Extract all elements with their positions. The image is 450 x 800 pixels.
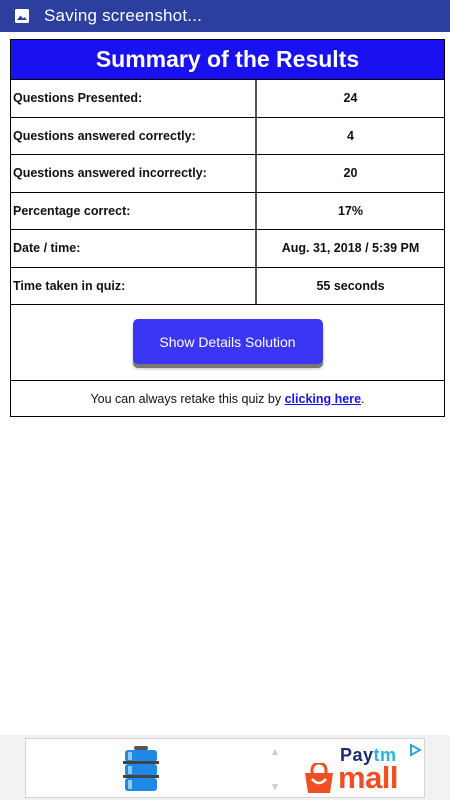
adchoices-icon[interactable]	[408, 743, 422, 757]
retake-prefix: You can always retake this quiz by	[90, 391, 282, 406]
retake-message	[11, 381, 444, 416]
button-row	[11, 305, 444, 381]
retake-suffix: .	[361, 391, 365, 406]
row-value: 55 seconds	[316, 278, 385, 293]
shopping-bag-icon	[302, 763, 336, 795]
show-details-solution-button[interactable]: Show Details Solution	[133, 319, 323, 364]
image-icon	[14, 8, 30, 24]
ad-container[interactable]	[25, 738, 425, 798]
result-row	[11, 155, 444, 193]
row-label: Percentage correct:	[11, 193, 257, 230]
row-value: Aug. 31, 2018 / 5:39 PM	[281, 241, 420, 256]
status-text: Saving screenshot...	[44, 6, 203, 25]
result-row	[11, 230, 444, 268]
ad-arrows	[270, 747, 280, 793]
result-row	[11, 118, 444, 156]
results-table	[10, 39, 445, 417]
result-row	[11, 268, 444, 306]
row-label: Questions answered correctly:	[11, 118, 257, 155]
arrow-up-icon: ▲	[270, 747, 280, 758]
arrow-down-icon: ▼	[270, 782, 280, 793]
row-value: 20	[343, 166, 358, 181]
row-label: Time taken in quiz:	[11, 268, 257, 305]
status-bar	[0, 0, 450, 32]
paytm-brand: Paytm	[340, 745, 397, 765]
paytm-mall-logo[interactable]	[302, 743, 424, 795]
stacked-container-icon[interactable]	[122, 745, 160, 795]
row-label: Questions answered incorrectly:	[11, 155, 257, 192]
result-row	[11, 80, 444, 118]
row-value: 4	[347, 128, 354, 143]
row-label: Date / time:	[11, 230, 257, 267]
row-value: 24	[343, 91, 358, 106]
mall-brand: mall	[338, 760, 399, 795]
row-value: 17%	[337, 203, 364, 218]
row-label: Questions Presented:	[11, 80, 257, 117]
result-row	[11, 193, 444, 231]
results-title: Summary of the Results	[11, 40, 444, 80]
retake-quiz-link[interactable]: clicking here	[284, 391, 362, 406]
ad-banner[interactable]	[0, 735, 450, 800]
